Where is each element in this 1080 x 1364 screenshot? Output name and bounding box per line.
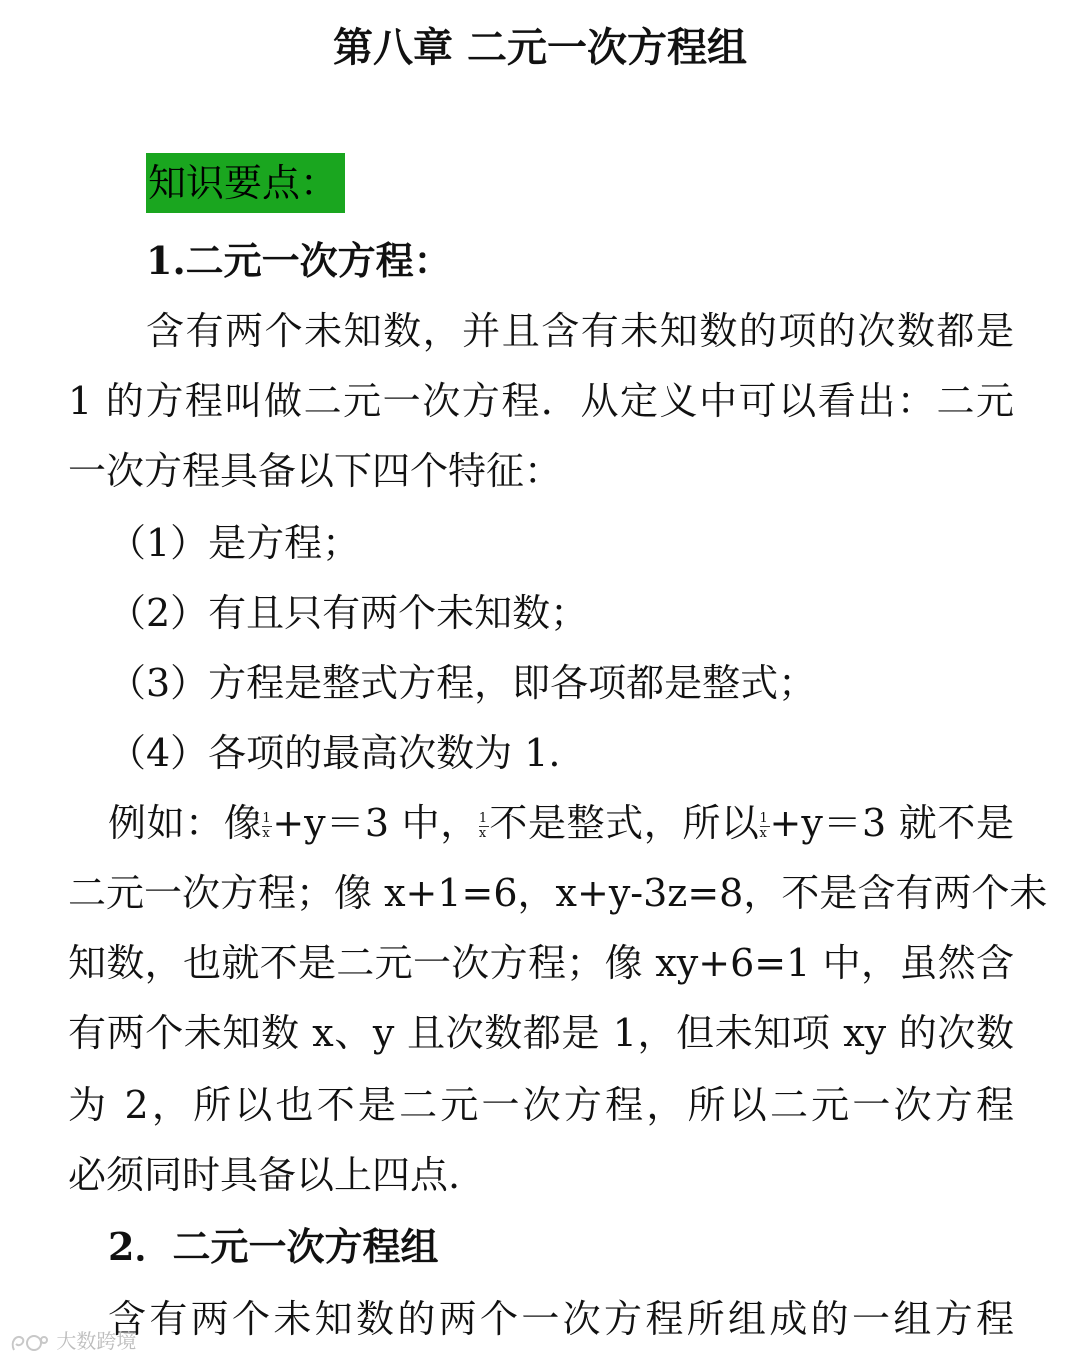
brand-logo-icon xyxy=(8,1330,50,1356)
section-tag: 知识要点： xyxy=(146,153,345,213)
feature-item-2: （2）有且只有两个未知数； xyxy=(108,591,589,635)
example-text-c: 不是整式，所以 xyxy=(488,801,760,845)
paragraph-2-line-1: 含有两个未知数的两个一次方程所组成的一组方程 xyxy=(108,1297,1014,1341)
example-line-6: 必须同时具备以上四点. xyxy=(68,1153,461,1197)
paragraph-1-line-1: 含有两个未知数，并且含有未知数的项的次数都是 xyxy=(146,309,1014,353)
example-text-b: +y＝3 中， xyxy=(272,801,479,845)
feature-item-1: （1）是方程； xyxy=(108,521,361,565)
example-line-2: 二元一次方程；像 x+1=6，x+y-3z=8，不是含有两个未 xyxy=(68,871,1048,915)
example-text-a: 例如：像 xyxy=(108,801,263,845)
feature-item-4: （4）各项的最高次数为 1. xyxy=(108,731,561,775)
heading-2: 2．二元一次方程组 xyxy=(108,1224,439,1269)
example-text-d: +y＝3 就不是 xyxy=(769,801,1014,845)
feature-item-3: （3）方程是整式方程，即各项都是整式； xyxy=(108,661,817,705)
paragraph-1-line-2: 1 的方程叫做二元一次方程．从定义中可以看出：二元 xyxy=(68,379,1014,423)
heading-1: 1.二元一次方程： xyxy=(146,238,452,283)
paragraph-1-line-3: 一次方程具备以下四个特征： xyxy=(68,449,563,493)
example-line-4: 有两个未知数 x、y 且次数都是 1，但未知项 xy 的次数 xyxy=(68,1011,1014,1055)
fraction-1: $\frac{1}{x}$ xyxy=(262,811,271,841)
example-line-1 xyxy=(108,796,1014,850)
watermark-text: 大数跨境 xyxy=(56,1329,137,1353)
example-line-3: 知数，也就不是二元一次方程；像 xy+6=1 中，虽然含 xyxy=(68,941,1014,985)
fraction-3: $\frac{1}{x}$ xyxy=(759,811,768,841)
fraction-2: $\frac{1}{x}$ xyxy=(478,811,488,841)
watermark xyxy=(8,1326,136,1356)
page-title: 第八章 二元一次方程组 xyxy=(333,24,747,71)
example-line-5: 为 2，所以也不是二元一次方程，所以二元一次方程 xyxy=(68,1083,1014,1127)
